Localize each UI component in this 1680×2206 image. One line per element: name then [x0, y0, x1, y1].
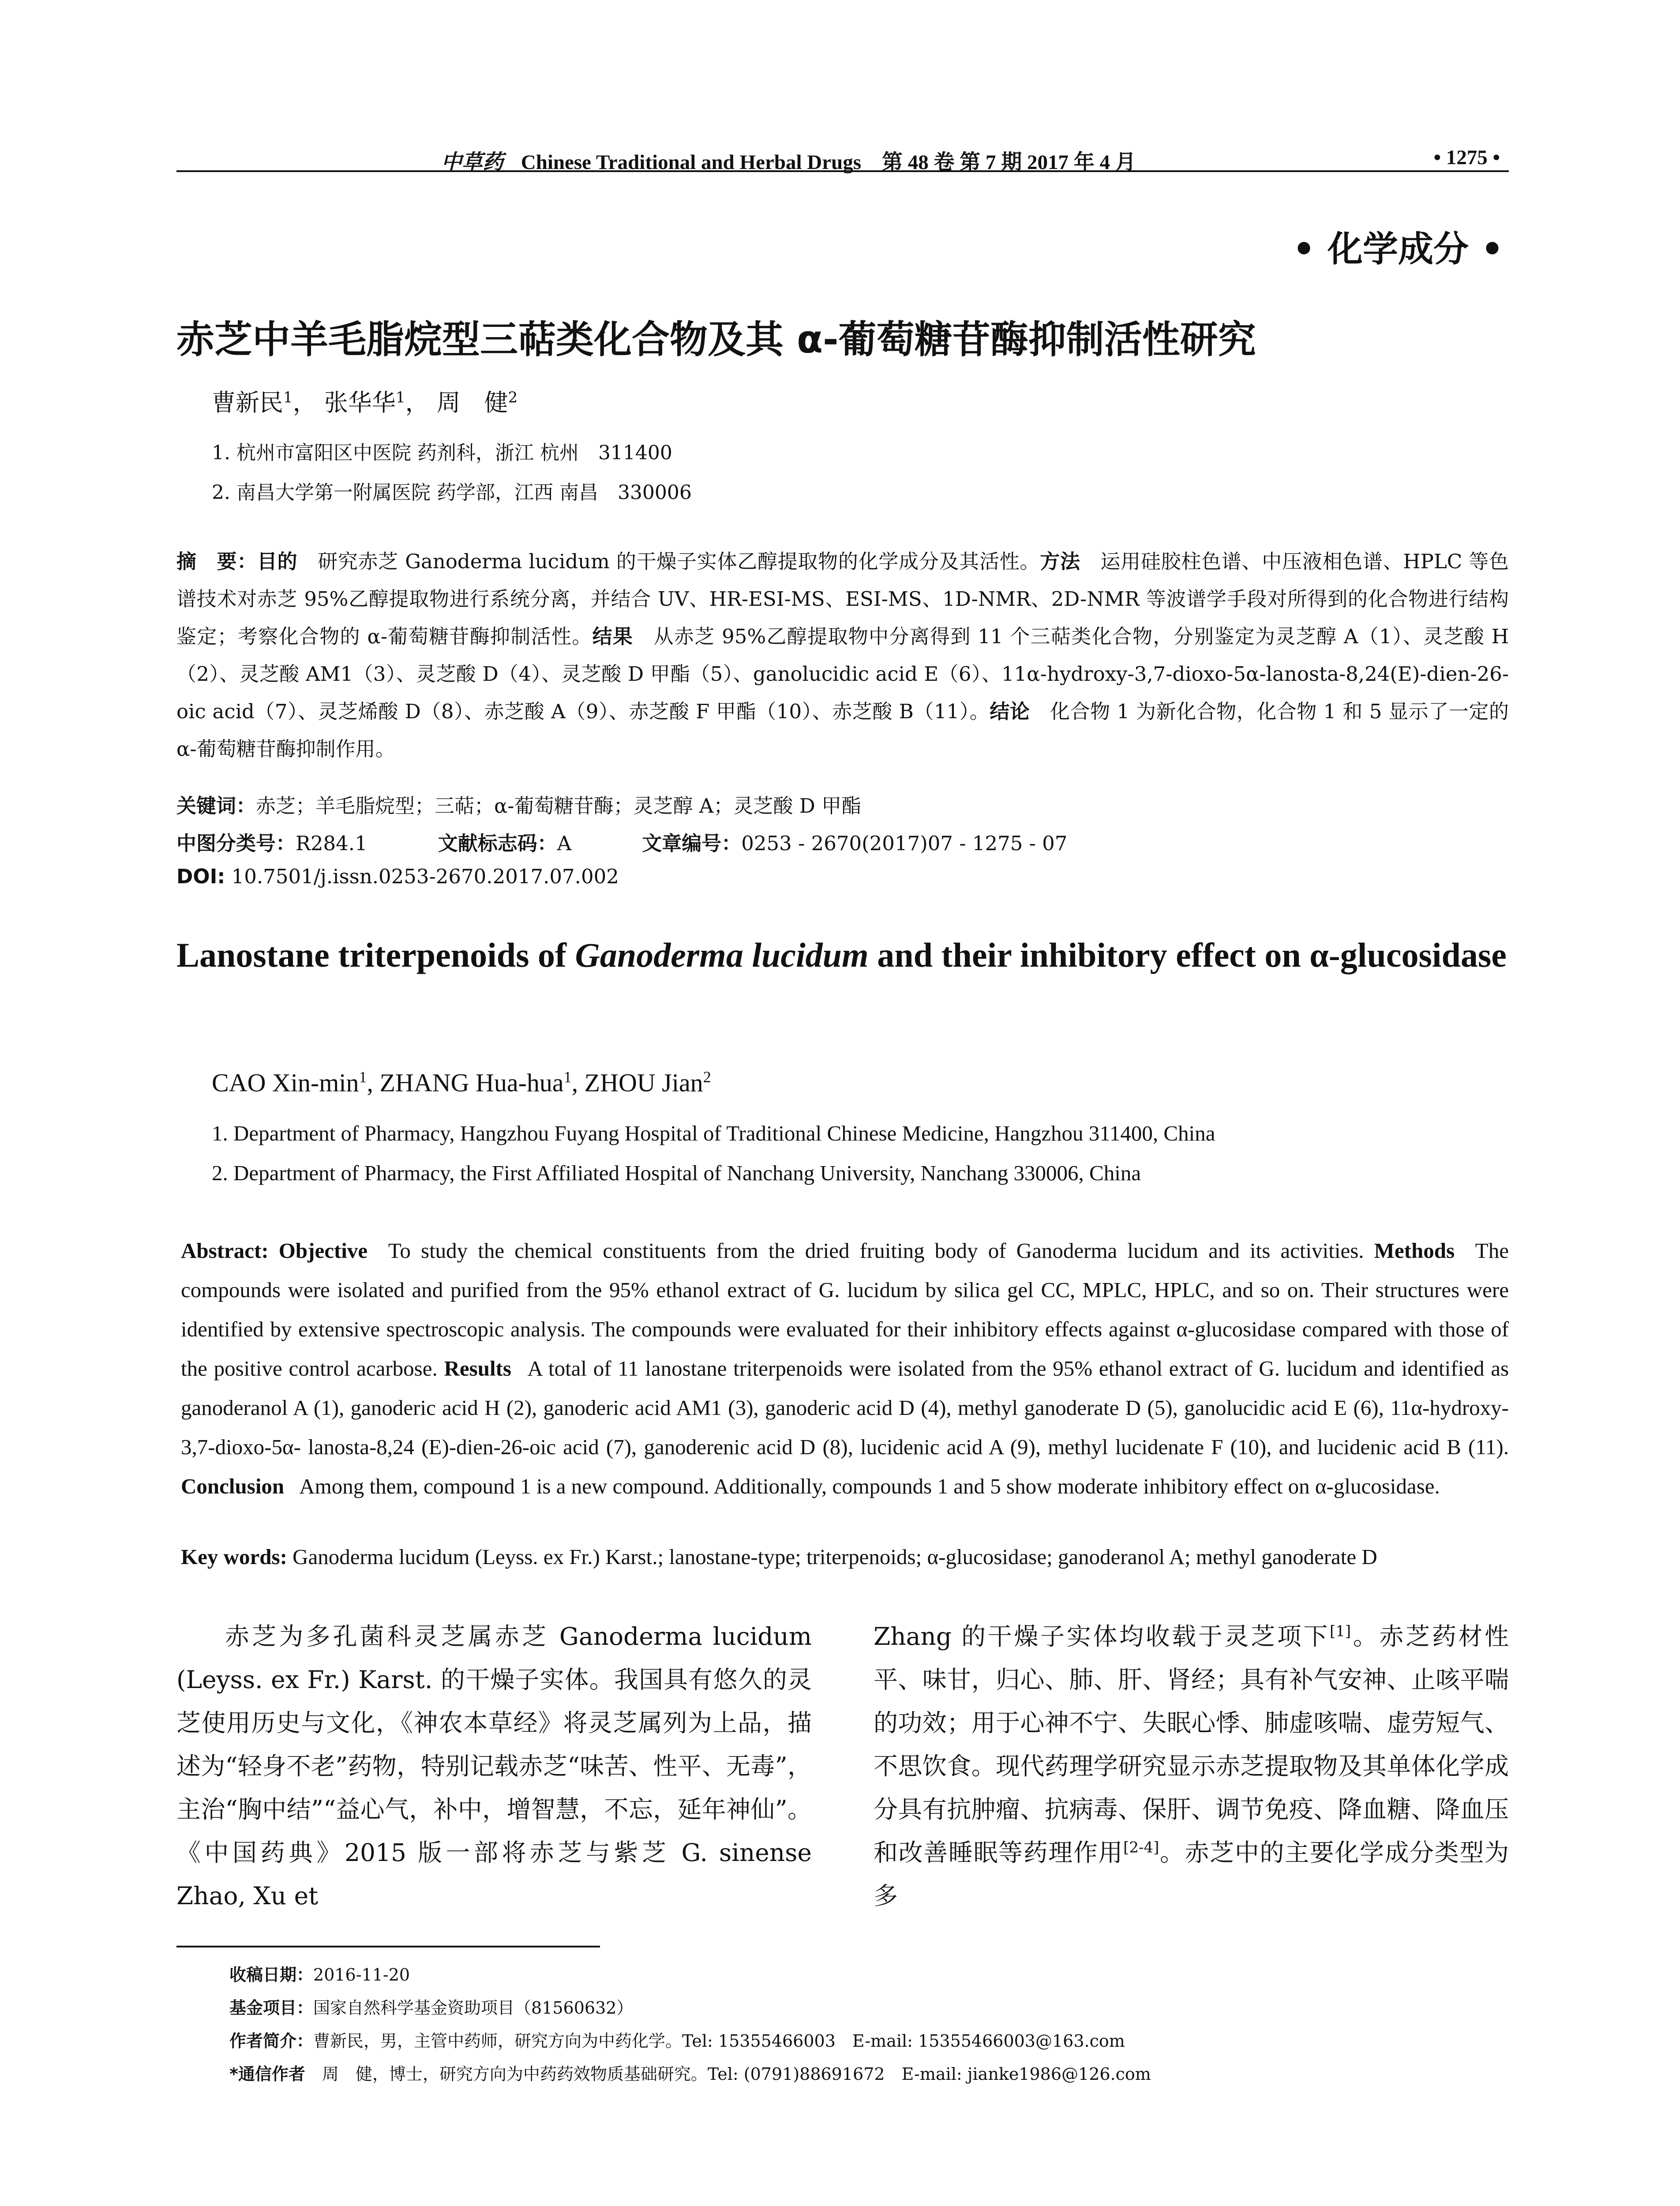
title-en-part: and their inhibitory effect on α-glucosidase: [868, 936, 1507, 974]
author-sep: ，: [405, 389, 429, 416]
page-number: • 1275 •: [1433, 146, 1500, 169]
article-no-value: 0253 - 2670(2017)07 - 1275 - 07: [741, 832, 1068, 855]
author-name: 曹新民: [212, 389, 283, 416]
affiliation-en-1: 1. Department of Pharmacy, Hangzhou Fuyang Hospital of Traditional Chinese Medicine, Hangzhou 311400, China: [212, 1121, 1215, 1145]
clc-label: 中图分类号：: [176, 832, 296, 855]
body-text: 。赤芝药材性平、味甘，归心、肺、肝、肾经；具有补气安神、止咳平喘的功效；用于心神不宁、失眠心悸、肺虚咳喘、虚劳短气、不思饮食。现代药理学研究显示赤芝提取物及其单体化学成分具有抗肿瘤、抗病毒、保肝、调节免疫、降血糖、降血压和改善睡眠等药理作用: [874, 1622, 1509, 1867]
footnote-rule: [176, 1946, 600, 1947]
journal-logo: 中草药: [441, 150, 503, 174]
footnote-label: 收稿日期：: [229, 1965, 314, 1985]
conclusion-en-text: Among them, compound 1 is a new compound. Additionally, compounds 1 and 5 show moderate inhibitory effect on α-glucosidase.: [299, 1474, 1440, 1498]
conclusion-label: 结论: [990, 700, 1030, 723]
methods-text: 运用硅胶柱色谱、中压液相色谱、HPLC 等色谱技术对赤芝 95%乙醇提取物进行系统分离，并结合 UV、HR-ESI-MS、ESI-MS、1D-NMR、2D-NMR 等波谱学手段对所得到的化合物进行结构鉴定；考察化合物的 α-葡萄糖苷酶抑制活性。: [176, 550, 1509, 648]
results-en-text: A total of 11 lanostane triterpenoids were isolated from the 95% ethanol extract of G. lucidum and identified as ganoderanol A (1), ganoderic acid H (2), ganoderic acid AM1 (3), ganoderic acid D (4), methyl ganoderate D (5), ganolucidic acid E (6), 11α-hydroxy-3,7-dioxo-5α- lanosta-8,24 (E)-dien-26-oic acid (7), ganoderenic acid D (8), lucidenic acid A (9), methyl lucidenate F (10), and lucidenic acid B (11).: [181, 1356, 1509, 1459]
conclusion-en-label: Conclusion: [181, 1474, 285, 1498]
abstract-en-label: Abstract:: [181, 1238, 269, 1263]
author-sep: ,: [571, 1068, 585, 1097]
objective-en-text: To study the chemical constituents from the dried fruiting body of Ganoderma lucidum and its activities.: [388, 1238, 1364, 1263]
affiliation-cn-2: 2. 南昌大学第一附属医院 药学部，江西 南昌 330006: [212, 481, 692, 504]
footnote-label: 基金项目：: [229, 1998, 314, 2018]
author-sep: ，: [292, 389, 317, 416]
doi-label: DOI:: [176, 865, 225, 888]
objective-text: 研究赤芝 Ganoderma lucidum 的干燥子实体乙醇提取物的化学成分及其活性。: [317, 550, 1040, 573]
abstract-en: [181, 1231, 1509, 1506]
results-en-label: Results: [444, 1356, 511, 1381]
objective-en-label: Objective: [278, 1238, 368, 1263]
results-label: 结果: [592, 625, 634, 648]
authors-cn: [212, 384, 518, 418]
classification-line: [176, 827, 1067, 856]
body-text: 。赤芝中的主要化学成分类型为多: [874, 1838, 1509, 1910]
doc-code-label: 文献标志码：: [438, 832, 557, 855]
section-label: • 化学成分 •: [1293, 229, 1504, 270]
title-cn: 赤芝中羊毛脂烷型三萜类化合物及其 α-葡萄糖苷酶抑制活性研究: [176, 318, 1256, 362]
footnote-text: 曹新民，男，主管中药师，研究方向为中药化学。Tel: 15355466003 E-mail: 15355466003@163.com: [313, 2031, 1125, 2051]
keywords-en-text: Ganoderma lucidum (Leyss. ex Fr.) Karst.; lanostane-type; triterpenoids; α-glucosidase; ganoderanol A; methyl ganoderate D: [292, 1545, 1377, 1569]
keywords-cn: [176, 790, 861, 818]
methods-label: 方法: [1040, 550, 1080, 573]
author-sep: ,: [367, 1068, 380, 1097]
results-text: 从赤芝 95%乙醇提取物中分离得到 11 个三萜类化合物，分别鉴定为灵芝醇 A（1）、灵芝酸 H（2）、灵芝酸 AM1（3）、灵芝酸 D（4）、灵芝酸 D 甲酯（5）、ganolucidic acid E（6）、11α-hydroxy-3,7-dioxo-5α-lanosta-8,24(E)-dien-26-oic acid（7）、灵芝烯酸 D（8）、赤芝酸 A（9）、赤芝酸 F 甲酯（10）、赤芝酸 B（11）。: [176, 625, 1509, 723]
author-name: 张华华: [324, 389, 396, 416]
body-column-left: 赤芝为多孔菌科灵芝属赤芝 Ganoderma lucidum (Leyss. ex Fr.) Karst. 的干燥子实体。我国具有悠久的灵芝使用历史与文化，《神农本草经》将灵芝属列为上品，描述为“轻身不老”药物，特别记载赤芝“味苦、性平、无毒”，主治“胸中结”“益心气，补中，增智慧，不忘，延年神仙”。《中国药典》2015 版一部将赤芝与紫芝 G. sinense Zhao, Xu et: [176, 1622, 812, 1910]
title-en-part: Lanostane triterpenoids of: [176, 936, 575, 974]
journal-name-en: Chinese Traditional and Herbal Drugs: [521, 151, 862, 174]
header-rule: [176, 170, 1509, 172]
article-no-label: 文章编号：: [642, 832, 742, 855]
reference-marker[interactable]: [1]: [1330, 1622, 1351, 1640]
abstract-label: 摘 要：: [176, 550, 257, 573]
footnote-text: 国家自然科学基金资助项目（81560632）: [313, 1998, 634, 2018]
conclusion-text: 化合物 1 为新化合物，化合物 1 和 5 显示了一定的 α-葡萄糖苷酶抑制作用。: [176, 700, 1509, 761]
issue-info: 第 48 卷 第 7 期 2017 年 4 月: [882, 151, 1136, 174]
author-sup: 1: [359, 1068, 367, 1086]
doi-line: [176, 865, 619, 888]
author-name: 周 健: [436, 389, 508, 416]
author-sup: 2: [703, 1068, 711, 1086]
body-column-right: [874, 1615, 1509, 1917]
author-name: ZHOU Jian: [584, 1068, 703, 1097]
footnote-received: [229, 1961, 410, 1985]
objective-label: 目的: [257, 550, 298, 573]
authors-en: [212, 1068, 711, 1097]
reference-marker[interactable]: [2-4]: [1123, 1838, 1159, 1857]
author-sup: 1: [395, 389, 405, 406]
abstract-cn: [176, 543, 1509, 768]
keywords-label: 关键词：: [176, 794, 256, 818]
keywords-text: 赤芝；羊毛脂烷型；三萜；α-葡萄糖苷酶；灵芝醇 A；灵芝酸 D 甲酯: [256, 794, 862, 818]
affiliation-cn-1: 1. 杭州市富阳区中医院 药剂科，浙江 杭州 311400: [212, 442, 672, 464]
author-sup: 1: [283, 389, 293, 406]
running-header: [176, 140, 1509, 172]
footnote-label: *通信作者: [229, 2064, 322, 2084]
author-name: ZHANG Hua-hua: [379, 1068, 564, 1097]
affiliation-en-2: 2. Department of Pharmacy, the First Affiliated Hospital of Nanchang University, Nanchang 330006, China: [212, 1161, 1141, 1185]
footnote-corresponding: [229, 2060, 1151, 2085]
keywords-en: [181, 1544, 1509, 1569]
doi-value[interactable]: 10.7501/j.issn.0253-2670.2017.07.002: [231, 865, 619, 888]
footnote-author-bio: [229, 2027, 1125, 2052]
author-sup: 2: [508, 389, 518, 406]
author-sup: 1: [563, 1068, 572, 1086]
footnote-text: 2016-11-20: [313, 1965, 410, 1985]
author-name: CAO Xin-min: [212, 1068, 359, 1097]
doc-code-value: A: [557, 832, 572, 855]
clc-value: R284.1: [296, 832, 368, 855]
title-en: [176, 931, 1509, 979]
footnote-label: 作者简介：: [229, 2031, 314, 2051]
footnote-text: 周 健，博士，研究方向为中药药效物质基础研究。Tel: (0791)88691672 E-mail: jianke1986@126.com: [322, 2064, 1151, 2084]
keywords-en-label: Key words:: [181, 1545, 287, 1569]
methods-en-text: The compounds were isolated and purified from the 95% ethanol extract of G. lucidum by silica gel CC, MPLC, HPLC, and so on. Their structures were identified by extensive spectroscopic analysis. The compounds were evaluated for their inhibitory effects against α-glucosidase compared with those of the positive control acarbose.: [181, 1238, 1509, 1381]
footnote-fund: [229, 1994, 633, 2018]
methods-en-label: Methods: [1374, 1238, 1455, 1263]
body-text: Zhang 的干燥子实体均收载于灵芝项下: [874, 1622, 1330, 1651]
title-en-species: Ganoderma lucidum: [575, 936, 869, 974]
